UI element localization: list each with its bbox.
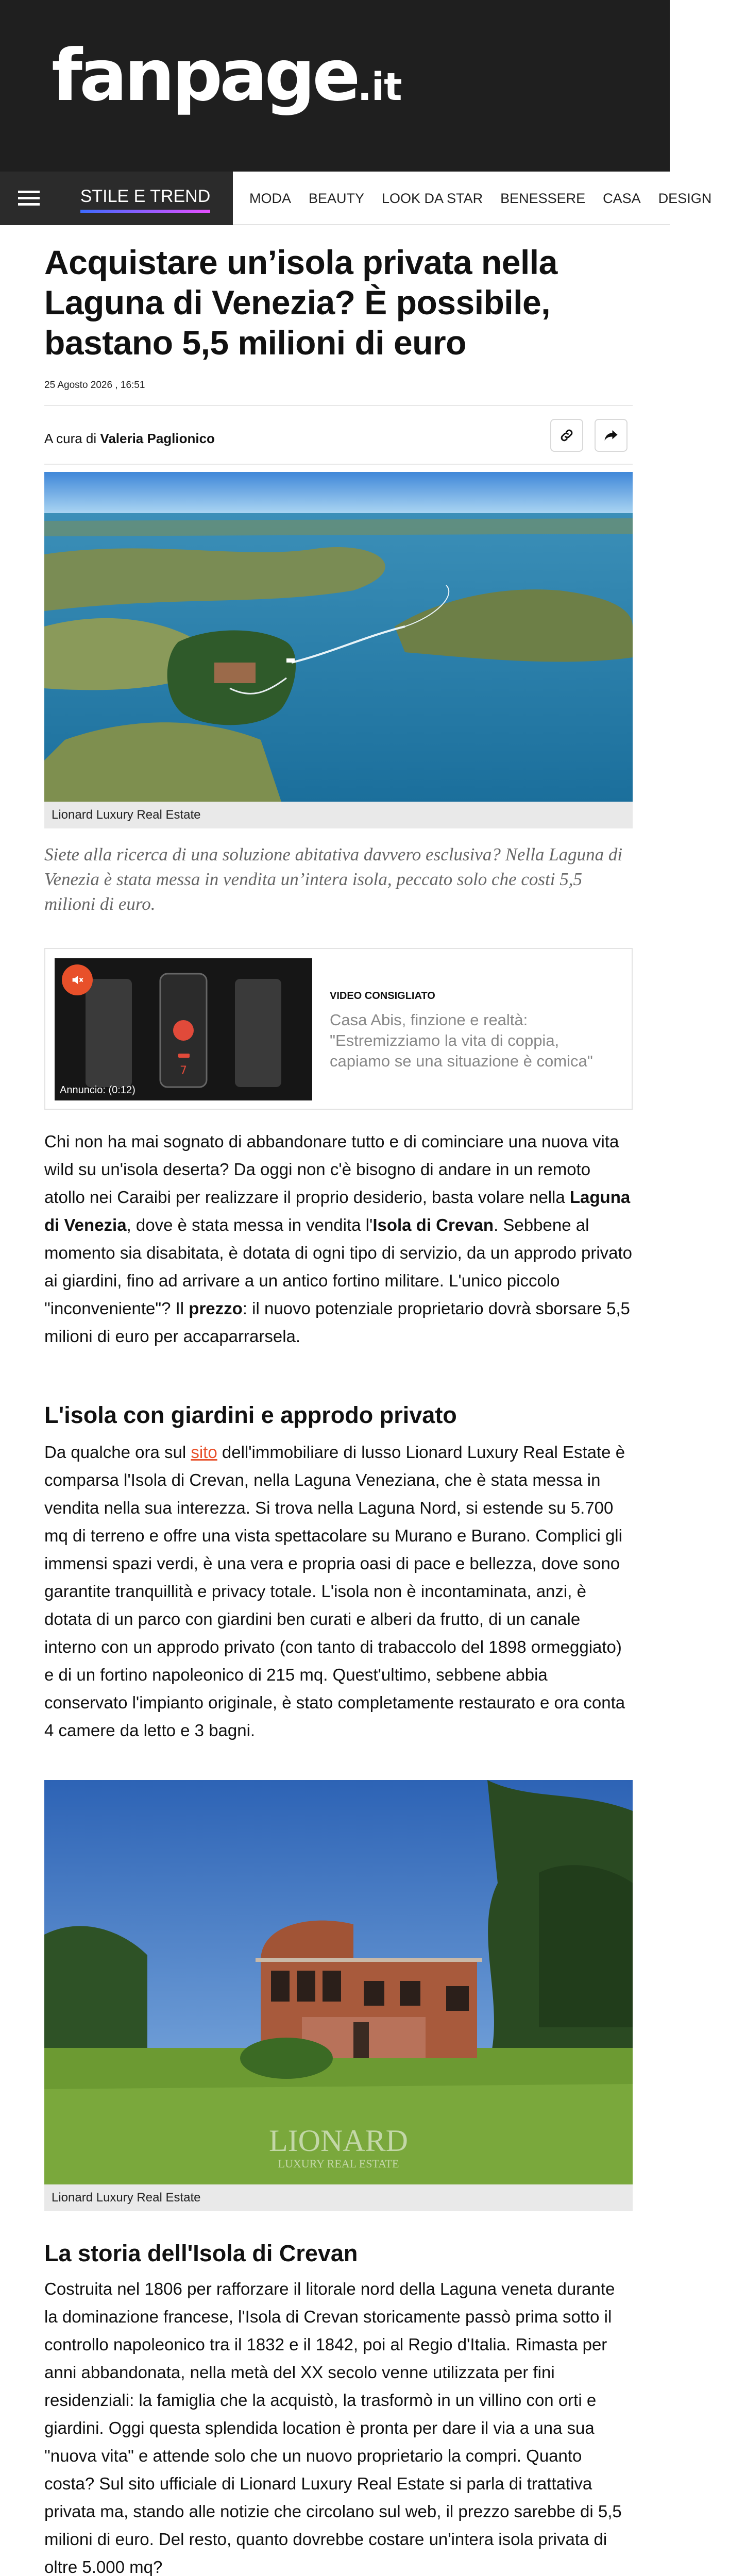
- section-navbar: [0, 172, 712, 225]
- site-logo[interactable]: [52, 34, 402, 117]
- divider: [44, 464, 633, 465]
- island-aerial-photo: [44, 472, 633, 802]
- nav-link-casa[interactable]: CASA: [603, 190, 641, 206]
- nav-link-look-da-star[interactable]: LOOK DA STAR: [382, 190, 483, 206]
- nav-link-moda[interactable]: MODA: [249, 190, 291, 206]
- section-heading: La storia dell'Isola di Crevan: [44, 2240, 358, 2266]
- copy-link-button[interactable]: [550, 419, 583, 452]
- watermark-sub: LUXURY REAL ESTATE: [278, 2157, 399, 2170]
- site-header: [0, 0, 670, 172]
- author-name[interactable]: Valeria Paglionico: [100, 431, 215, 446]
- section-tab-stile-e-trend[interactable]: [58, 172, 233, 225]
- fort-building-photo: [44, 1780, 633, 2184]
- menu-icon: [18, 191, 40, 206]
- svg-text:7: 7: [180, 1064, 187, 1077]
- paragraph-intro: Chi non ha mai sognato di abbandonare tutto e di cominciare una nuova vita wild su un'isola deserta? Da oggi non c'è bisogno di andare in un remoto atollo nei Caraibi per realizzare il proprio desiderio, basta volare nella Laguna di Venezia, dove è stata messa in vendita l'Isola di Crevan. Sebbene al momento sia disabitata, è dotata di ogni tipo di servizio, da un approdo privato ai giardini, fino ad arrivare a un antico fortino militare. L'unico piccolo "inconveniente"? Il prezzo: il nuovo potenziale proprietario dovrà sborsare 5,5 milioni di euro per accaparrarsela.: [44, 1132, 633, 1346]
- watermark: LIONARD: [269, 2124, 408, 2158]
- nav-link-beauty[interactable]: BEAUTY: [309, 190, 365, 206]
- author-line: [44, 431, 633, 447]
- logo-tld: .it: [357, 65, 402, 109]
- mute-button[interactable]: [62, 964, 93, 995]
- active-underline: [80, 210, 211, 213]
- article-title: Acquistare un’isola privata nella Laguna di Venezia? È possibile, bastano 5,5 milioni di euro: [44, 243, 557, 362]
- site-link[interactable]: sito: [191, 1443, 217, 1462]
- paragraph-history: Costruita nel 1806 per rafforzare il litorale nord della Laguna veneta durante la dominazione francese, l'Isola di Crevan storicamente passò prima sotto il controllo napoleonico tra il 1832 e il 1842, poi al Regio d'Italia. Rimasta per anni abbandonata, nella metà del XX secolo venne utilizzata per fini residenziali: la famiglia che la acquistò, la trasformò in un villino con orti e giardini. Oggi questa splendida location è pronta per dare il via a una sua "nuova vita" e attende solo che un nuovo proprietario la compri. Quanto costa? Sul sito ufficiale di Lionard Luxury Real Estate si parla di trattativa privata ma, stando alle notizie che circolano sul web, il prezzo sarebbe di 5,5 milioni di euro. Del resto, quanto dovrebbe costare un'intera isola privata di oltre 5.000 mq?: [44, 2279, 622, 2576]
- image-caption: Lionard Luxury Real Estate: [44, 802, 633, 828]
- muted-speaker-icon: [70, 973, 84, 987]
- recommended-video[interactable]: [44, 948, 633, 1110]
- section-tab-label: STILE E TREND: [80, 186, 211, 206]
- nav-links: [249, 172, 729, 225]
- video-title[interactable]: Casa Abis, finzione e realtà: "Estremizziamo la vita di coppia, capiamo se una situazione è comica": [330, 1011, 593, 1070]
- image-caption: Lionard Luxury Real Estate: [44, 2184, 633, 2211]
- section-heading: L'isola con giardini e approdo privato: [44, 1402, 457, 1428]
- nav-link-benessere[interactable]: BENESSERE: [500, 190, 586, 206]
- nav-link-design[interactable]: DESIGN: [658, 190, 712, 206]
- divider: [44, 405, 633, 406]
- author-prefix: A cura di: [44, 431, 97, 446]
- share-button[interactable]: [595, 419, 628, 452]
- link-icon: [559, 428, 574, 443]
- menu-button[interactable]: [0, 172, 58, 225]
- logo-text: fanpage: [52, 34, 358, 117]
- video-label: VIDEO CONSIGLIATO: [330, 990, 435, 1002]
- video-player[interactable]: [55, 958, 312, 1100]
- article-lead: Siete alla ricerca di una soluzione abitativa davvero esclusiva? Nella Laguna di Venezia è stata messa in vendita un’intera isola, peccato solo che costi 5,5 milioni di euro.: [44, 844, 623, 914]
- share-icon: [603, 428, 619, 443]
- article-date: 25 Agosto 2026 , 16:51: [44, 380, 145, 391]
- paragraph-island: Da qualche ora sul sito dell'immobiliare di lusso Lionard Luxury Real Estate è comparsa l'Isola di Crevan, nella Laguna Veneziana, che è stata messa in vendita nella sua interezza. Si trova nella Laguna Nord, si estende su 5.700 mq di terreno e offre una vista spettacolare su Murano e Burano. Complici gli immensi spazi verdi, è una vera e propria oasi di pace e bellezza, dove sono garantite tranquillità e privacy totale. L'isola non è incontaminata, anzi, è dotata di un parco con giardini ben curati e alberi da frutto, di un canale interno con un approdo privato (con tanto di trabaccolo del 1898 ormeggiato) e di un fortino napoleonico di 215 mq. Quest'ultimo, sebbene abbia conservato l'impianto originale, è stato completamente restaurato e ora conta 4 camere da letto e 3 bagni.: [44, 1443, 625, 1740]
- ad-countdown: Annuncio: (0:12): [60, 1084, 135, 1096]
